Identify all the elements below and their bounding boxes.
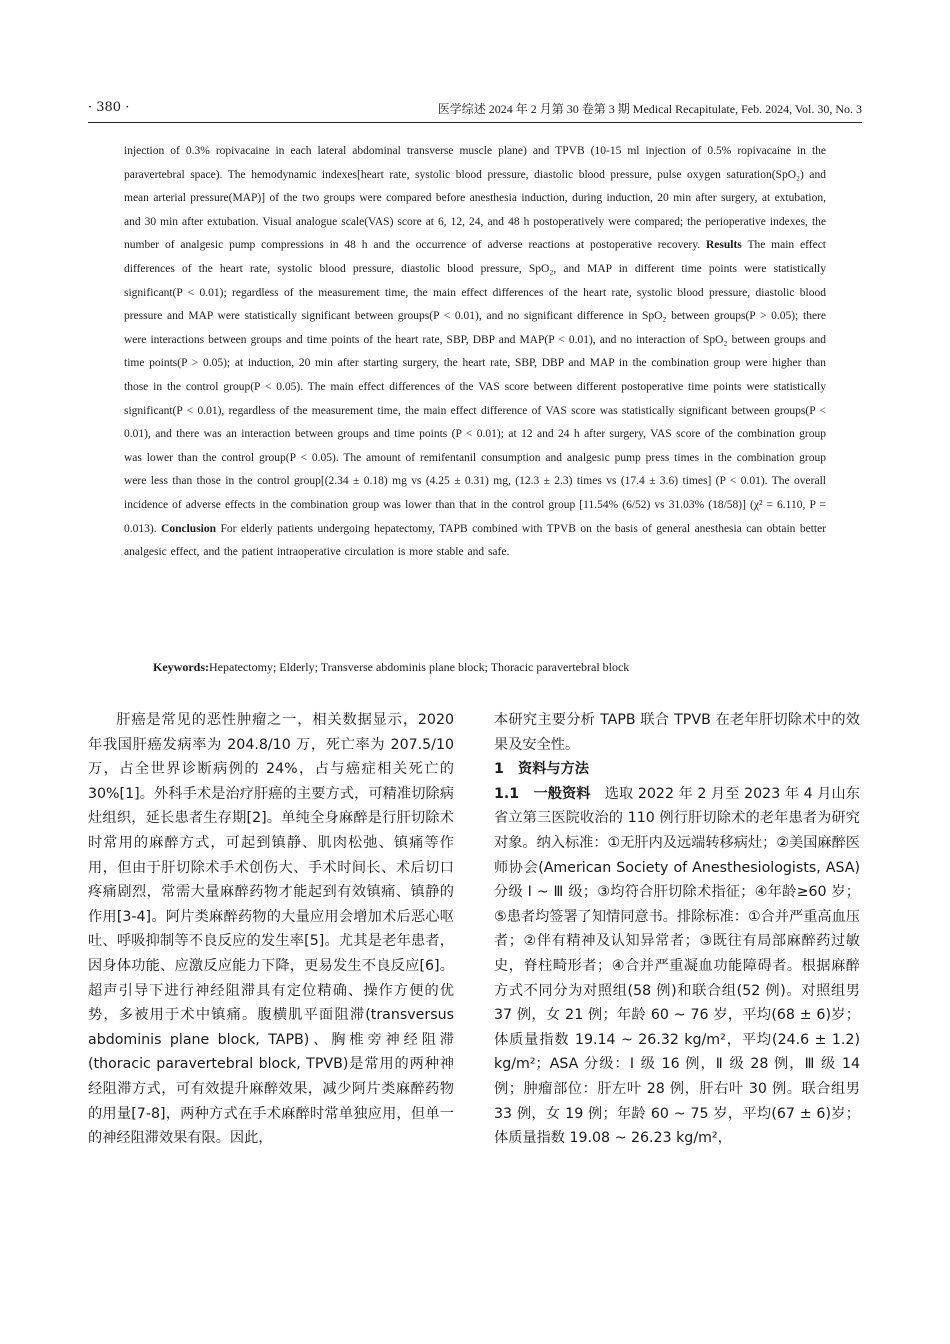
keywords-text: Hepatectomy; Elderly; Transverse abdominis plane block; Thoracic paravertebral block bbox=[209, 660, 630, 674]
conclusion-label: Conclusion bbox=[161, 522, 217, 535]
journal-info: 医学综述 2024 年 2 月第 30 卷第 3 期 Medical Recapitulate, Feb. 2024, Vol. 30, No. 3 bbox=[437, 102, 862, 116]
body-column-right bbox=[494, 708, 860, 1151]
general-data-paragraph bbox=[494, 782, 860, 1151]
keywords-label: Keywords: bbox=[153, 660, 209, 674]
header-rule bbox=[88, 122, 862, 123]
subsection-title: 1.1 一般资料 bbox=[494, 785, 591, 802]
page-number: · 380 · bbox=[88, 100, 130, 115]
abstract bbox=[124, 140, 826, 565]
general-data-text: 选取 2022 年 2 月至 2023 年 4 月山东省立第三医院收治的 110 例行肝切除术的老年患者为研究对象。纳入标准：①无肝内及远端转移病灶；②美国麻醉医师协会(American Society of Anesthesiologists, ASA)分级 Ⅰ ~ Ⅲ 级；③均符合肝切除术指征；④年龄≥60 岁；⑤患者均签署了知情同意书。排除标准：①合并严重高血压者；②伴有精神及认知异常者；③既往有局部麻醉药过敏史，脊柱畸形者；④合并严重凝血功能障碍者。根据麻醉方式不同分为对照组(58 例)和联合组(52 例)。对照组男 37 例，女 21 例；年龄 60 ~ 76 岁，平均(68 ± 6)岁；体质量指数 19.14 ~ 26.32 kg/m²，平均(24.6 ± 1.2) kg/m²；ASA 分级：Ⅰ 级 16 例，Ⅱ 级 28 例，Ⅲ 级 14 例；肿瘤部位：肝左叶 28 例，肝右叶 30 例。联合组男 33 例，女 19 例；年龄 60 ~ 75 岁，平均(67 ± 6)岁；体质量指数 19.08 ~ 26.23 kg/m²， bbox=[494, 785, 860, 1147]
results-label: Results bbox=[706, 239, 742, 252]
abstract-methods: injection of 0.3% ropivacaine in each lateral abdominal transverse muscle plane) and TPVB (10-15 ml injection of 0.5% ropivacaine in the paravertebral space). The hemodynamic indexes[heart rate, systolic blood pressure, diastolic blood pressure, pulse oxygen saturation(SpO₂) and mean arterial pressure(MAP)] of the two groups were compared before anesthesia induction, during induction, 20 min after surgery, at extubation, and 30 min after extubation. Visual analogue scale(VAS) score at 6, 12, 24, and 48 h postoperatively were compared; the perioperative indexes, the number of analgesic pump compressions in 48 h and the occurrence of adverse reactions at postoperative recovery. bbox=[124, 145, 826, 252]
page-header bbox=[88, 100, 862, 120]
keywords bbox=[153, 660, 853, 675]
abstract-results: The main effect differences of the heart rate, systolic blood pressure, diastolic blood pressure, SpO₂, and MAP in different time points were statistically significant(P < 0.01); regardless of the measurement time, the main effect differences of the heart rate, systolic blood pressure, diastolic blood pressure and MAP were statistically significant between groups(P < 0.01), and no significant difference in SpO₂ between groups(P > 0.05); there were interactions between groups and time points of the heart rate, SBP, DBP and MAP(P < 0.01), and no interaction of SpO₂ between groups and time points(P > 0.05); at induction, 20 min after starting surgery, the heart rate, SBP, DBP and MAP in the combination group were higher than those in the control group(P < 0.05). The main effect differences of the VAS score between different postoperative time points were statistically significant(P < 0.01), regardless of the measurement time, the main effect difference of VAS score was statistically significant between groups(P < 0.01), and there was an interaction between groups and time points (P < 0.01); at 12 and 24 h after surgery, VAS score of the combination group was lower than the control group(P < 0.05). The amount of remifentanil consumption and analgesic pump press times in the combination group were less than those in the control group[(2.34 ± 0.18) mg vs (4.25 ± 0.31) mg, (12.3 ± 2.3) times vs (17.4 ± 3.6) times] (P < 0.01). The overall incidence of adverse effects in the combination group was lower than that in the control group [11.54% (6/52) vs 31.03% (18/58)] (χ² = 6.110, P = 0.013). bbox=[124, 239, 826, 535]
abstract-conclusion: For elderly patients undergoing hepatectomy, TAPB combined with TPVB on the basis of general anesthesia can obtain better analgesic effect, and the patient intraoperative circulation is more stable and safe. bbox=[124, 522, 827, 559]
intro-paragraph: 肝癌是常见的恶性肿瘤之一，相关数据显示，2020 年我国肝癌发病率为 204.8/10 万，死亡率为 207.5/10 万，占全世界诊断病例的 24%，占与癌症相关死亡的 30%[1]。外科手术是治疗肝癌的主要方式，可精准切除病灶组织，延长患者生存期[2]。单纯全身麻醉是行肝切除术时常用的麻醉方式，可起到镇静、肌肉松弛、镇痛等作用，但由于肝切除术手术创伤大、手术时间长、术后切口疼痛剧烈，常需大量麻醉药物才能起到有效镇痛、镇静的作用[3-4]。阿片类麻醉药物的大量应用会增加术后恶心呕吐、呼吸抑制等不良反应的发生率[5]。尤其是老年患者，因身体功能、应激反应能力下降，更易发生不良反应[6]。超声引导下进行神经阻滞具有定位精确、操作方便的优势，多被用于术中镇痛。腹横肌平面阻滞(transversus abdominis plane block, TAPB)、胸椎旁神经阻滞(thoracic paravertebral block, TPVB)是常用的两种神经阻滞方式，可有效提升麻醉效果，减少阿片类麻醉药物的用量[7-8]，两种方式在手术麻醉时常单独应用，但单一的神经阻滞效果有限。因此， bbox=[88, 712, 454, 1147]
intro-paragraph-continued: 本研究主要分析 TAPB 联合 TPVB 在老年肝切除术中的效果及安全性。 bbox=[494, 712, 860, 753]
section-title: 1 资料与方法 bbox=[494, 761, 589, 778]
body-column-left bbox=[88, 708, 454, 1151]
